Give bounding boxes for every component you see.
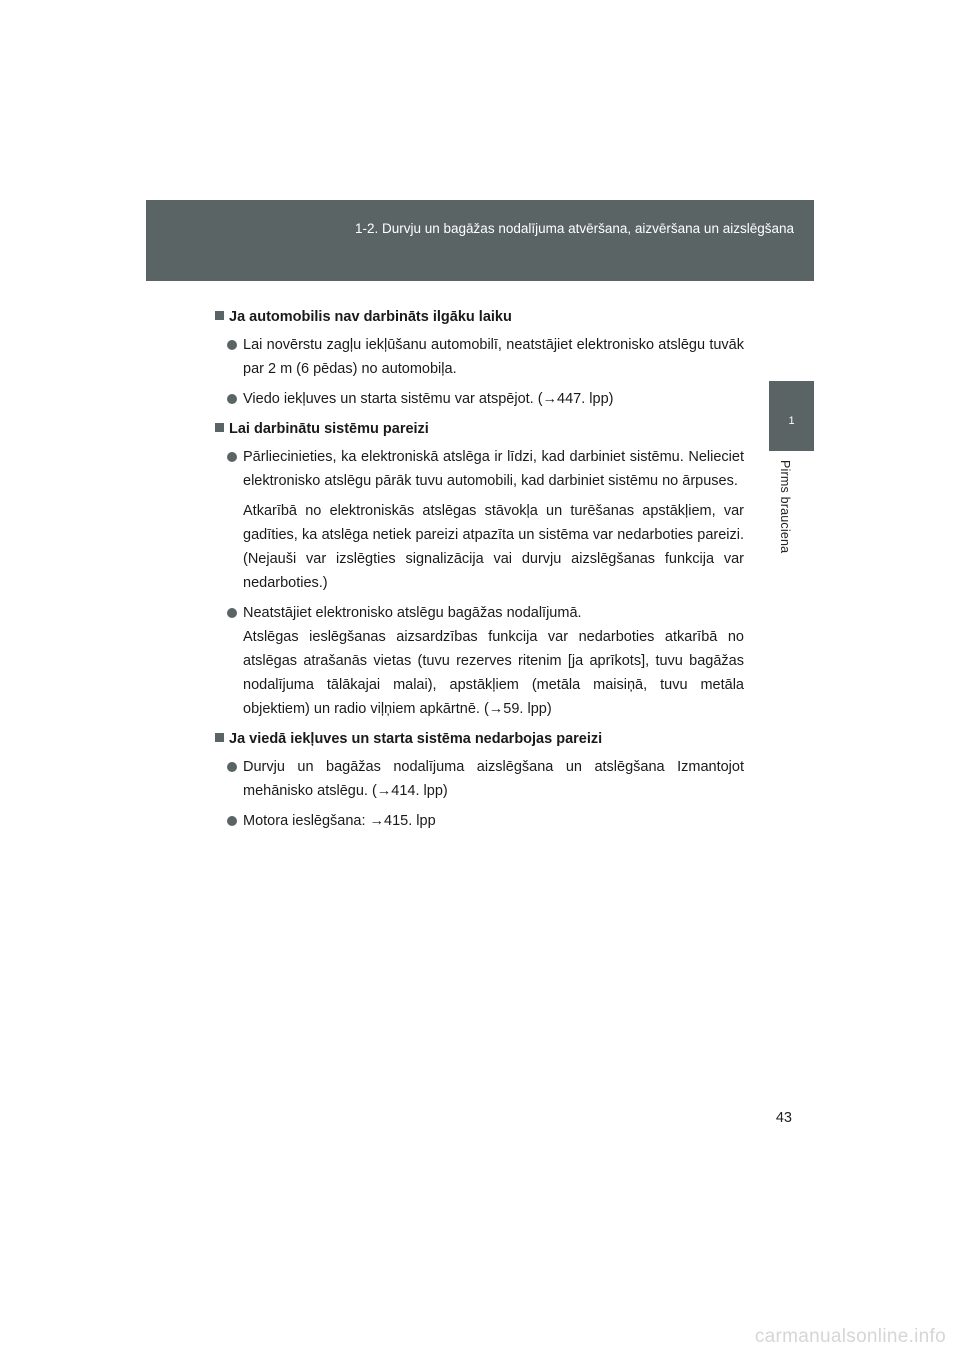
list-item (215, 333, 744, 381)
list-item (215, 755, 744, 803)
list-item-text: Durvju un bagāžas nodalījuma aizslēgšana un atslēgšana Izmantojot mehānisko atslēgu. (→414. lpp) (243, 759, 744, 799)
section-heading (215, 727, 744, 751)
chapter-side-label: Pirms brauciena (778, 460, 792, 554)
body-paragraph: Atkarībā no elektroniskās atslēgas stāvokļa un turēšanas apstākļiem, var gadīties, ka atslēga netiek pareizi atpazīta un sistēma var nedarboties pareizi. (Nejauši var izslēgties signalizācija vai durvju aizslēgšanas funkcija var nedarboties.) (243, 503, 744, 591)
section-heading-text: Lai darbinātu sistēmu pareizi (229, 421, 429, 437)
list-item (215, 387, 744, 411)
section-heading-text: Ja viedā iekļuves un starta sistēma nedarbojas pareizi (229, 731, 603, 747)
list-item-text: Viedo iekļuves un starta sistēmu var atspējot. (→447. lpp) (243, 391, 614, 407)
chapter-header-bar (146, 200, 814, 281)
chapter-side-tab (769, 381, 814, 451)
list-item-text: Atslēgas ieslēgšanas aizsardzības funkcija var nedarboties atkarībā no atslēgas atrašanās vietas (tuvu rezerves ritenim [ja aprīkots], tuvu bagāžas nodalījuma tālākajai malai), apstākļiem (metāla maisiņā, tuvu metāla objektiem) un radio viļņiem apkārtnē. (→59. lpp) (243, 629, 744, 717)
list-item (215, 445, 744, 493)
list-item-text: Lai novērstu zagļu iekļūšanu automobilī, neatstājiet elektronisko atslēgu tuvāk par 2 m (6 pēdas) no automobiļa. (243, 337, 744, 377)
list-item (215, 809, 744, 833)
square-bullet-icon (215, 311, 224, 320)
square-bullet-icon (215, 423, 224, 432)
chapter-number: 1 (788, 415, 795, 427)
round-bullet-icon (227, 608, 237, 618)
watermark[interactable]: carmanualsonline.info (754, 1326, 946, 1347)
list-item-text: Neatstājiet elektronisko atslēgu bagāžas nodalījumā. (243, 605, 582, 621)
chapter-title: 1-2. Durvju un bagāžas nodalījuma atvēršana, aizvēršana un aizslēgšana (354, 221, 794, 236)
list-item (215, 601, 744, 721)
round-bullet-icon (227, 340, 237, 350)
section-heading-text: Ja automobilis nav darbināts ilgāku laiku (229, 309, 512, 325)
page-content (215, 305, 744, 839)
section-heading (215, 305, 744, 329)
round-bullet-icon (227, 762, 237, 772)
round-bullet-icon (227, 452, 237, 462)
square-bullet-icon (215, 733, 224, 742)
page-number: 43 (775, 1110, 792, 1126)
round-bullet-icon (227, 816, 237, 826)
list-item-text: Motora ieslēgšana: →415. lpp (243, 813, 436, 829)
round-bullet-icon (227, 394, 237, 404)
section-heading (215, 417, 744, 441)
list-item-text: Pārliecinieties, ka elektroniskā atslēga ir līdzi, kad darbiniet sistēmu. Nelieciet elektronisko atslēgu pārāk tuvu automobili, kad darbiniet sistēmu no ārpuses. (243, 449, 744, 489)
